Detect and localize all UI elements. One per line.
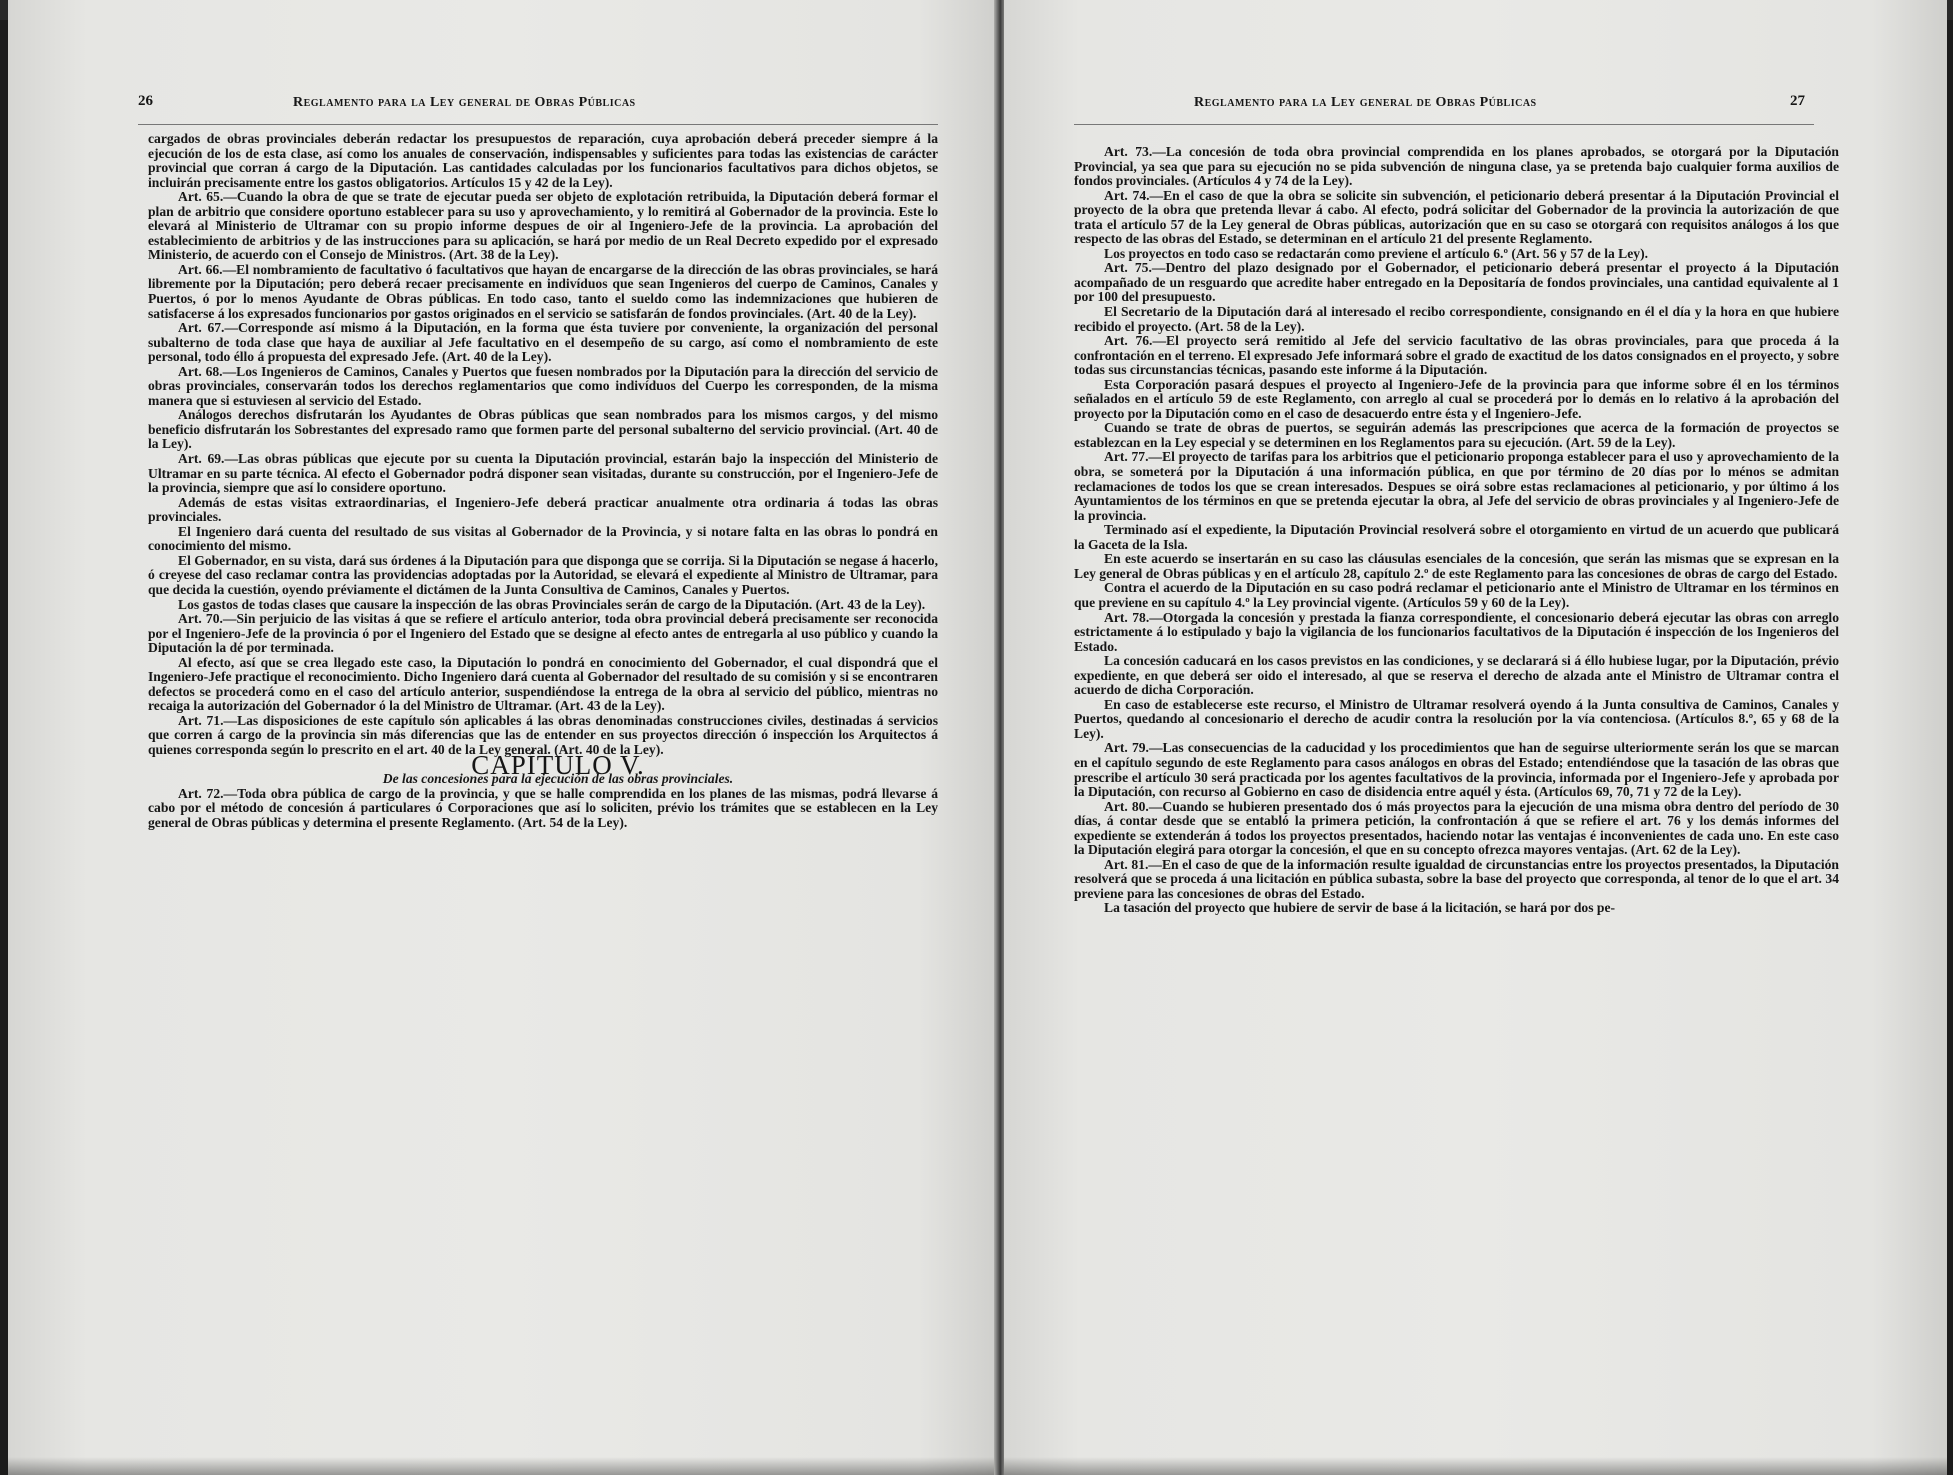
paragraph: Art. 77.—El proyecto de tarifas para los arbitrios que el peticionario proponga establecer para el uso y aprovechamiento de la obra, se someterá por la Diputación á una información pública, en que por término de 20 días por lo ménos se admitan reclamaciones de todos los que se crean interesados. Despues se oirá sobre estas reclamaciones al peticionario, y por último á los Ayuntamientos de los términos en que se pretenda ejecutar la obra, al Jefe del servicio de obras provinciales y al Ingeniero-Jefe de la provincia. — [1074, 449, 1839, 523]
paragraph: Art. 76.—El proyecto será remitido al Jefe del servicio facultativo de las obras provinciales, para que proceda á la confrontación en el terreno. El expresado Jefe informará sobre el grado de exactitud de los datos consignados en el proyecto, y sobre todas sus circunstancias técnicas, pasando este informe á la Diputación. — [1074, 333, 1839, 378]
page-bottom-shadow — [1004, 1457, 1947, 1475]
chapter-title: CAPÍTULO V. — [471, 749, 645, 780]
paragraph: Esta Corporación pasará despues el proyecto al Ingeniero-Jefe de la provincia para que informe sobre él en los términos señalados en el artículo 59 de este Reglamento, con arreglo al cual se procederá por lo demás en lo relativo á la aprobación del proyecto por la Diputación como en el caso de desacuerdo entre ésta y el Ingeniero-Jefe. — [1074, 376, 1839, 421]
paragraph: Art. 74.—En el caso de que la obra se solicite sin subvención, el peticionario deberá presentar á la Diputación Provincial el proyecto de la obra que pretenda llevar á cabo. Al efecto, podrá solicitar del Gobernador de la provincia la autorización de que trata el artículo 57 de la Ley general de Obras públicas, autorización que en su caso se otorgará con requisitos análogos á los que respecto de las obras del Estado, se determinan en el artículo 21 del presente Reglamento. — [1074, 187, 1839, 247]
paragraph: Los gastos de todas clases que causare la inspección de las obras Provinciales serán de cargo de la Diputación. (Art. 43 de la Ley). — [178, 596, 926, 612]
right-page-body — [1074, 145, 1839, 916]
paragraph: La concesión caducará en los casos previstos en las condiciones, y se declarará si á éllo hubiese lugar, por la Diputación, prévio expediente, en que deberá ser oido el interesado, al que se reserva el derecho de alzada ante el Ministro de Ultramar contra el acuerdo de dicha Corporación. — [1074, 653, 1839, 698]
paragraph: Art. 65.—Cuando la obra de que se trate de ejecutar pueda ser objeto de explotación retribuida, la Diputación deberá formar el plan de arbitrio que considere oportuno establecer para su uso y aprovechamiento, y lo remitirá al Gobernador de la provincia. Este lo elevará al Ministerio de Ultramar con su propio informe despues de oir al Ingeniero-Jefe de la provincia. La aprobación del establecimiento de arbitrios y de las instrucciones para su aplicación, se hará por medio de un Real Decreto expedido por el expresado Ministerio, de acuerdo con el Consejo de Ministros. (Art. 38 de la Ley). — [148, 189, 938, 263]
page-bottom-shadow — [8, 1457, 998, 1475]
paragraph: Art. 81.—En el caso de que de la información resulte igualdad de circunstancias entre los proyectos presentados, la Diputación resolverá que se proceda á una licitación en pública subasta, sobre la base del proyecto que corresponda, al tenor de lo que el art. 34 previene para las concesiones de obras del Estado. — [1074, 856, 1839, 901]
paragraph: Art. 69.—Las obras públicas que ejecute por su cuenta la Diputación provincial, estarán bajo la inspección del Ministerio de Ultramar en su parte técnica. Al efecto el Gobernador podrá disponer sean visitadas, durante su construcción, por el Ingeniero-Jefe de la provincia, siempre que así lo considere oportuno. — [148, 451, 938, 496]
paragraph: Art. 66.—El nombramiento de facultativo ó facultativos que hayan de encargarse de la dirección de las obras provinciales, se hará libremente por la Diputación; pero deberá recaer precisamente en indivíduos que sean Ingenieros del cuerpo de Caminos, Canales y Puertos, ó por lo menos Ayudante de Obras públicas. En todo caso, tanto el sueldo como las indemnizaciones que hubieren de satisfacerse á los expresados funcionarios por gastos originados en el servicio se satisfarán de fondos provinciales. (Art. 40 de la Ley). — [148, 261, 938, 321]
paragraph: Terminado así el expediente, la Diputación Provincial resolverá sobre el otorgamiento en virtud de un acuerdo que publicará la Gaceta de la Isla. — [1074, 522, 1839, 552]
paragraph: Art. 70.—Sin perjuicio de las visitas á que se refiere el artículo anterior, toda obra provincial deberá precisamente ser reconocida por el Ingeniero-Jefe de la provincia ó por el Ingeniero del Estado que se designe al efecto antes de entregarla al uso público y cuando la Diputación la dé por terminada. — [148, 611, 938, 656]
paragraph: Cuando se trate de obras de puertos, se seguirán además las prescripciones que acerca de la formación de proyectos se establezcan en la Ley especial y se determinen en los Reglamentos para su ejecución. (Art. 59 de la Ley). — [1074, 420, 1839, 450]
paragraph: La tasación del proyecto que hubiere de servir de base á la licitación, se hará por dos pe- — [1104, 900, 1616, 916]
paragraph: En caso de establecerse este recurso, el Ministro de Ultramar resolverá oyendo á la Junta consultiva de Caminos, Canales y Puertos, quedando al concesionario el derecho de acudir contra la resolución por la vía contenciosa. (Artículos 8.º, 65 y 68 de la Ley). — [1074, 696, 1839, 741]
paragraph: Art. 68.—Los Ingenieros de Caminos, Canales y Puertos que fuesen nombrados por la Diputación para la dirección del servicio de obras provinciales, conservarán todos los derechos reglamentarios que como indivíduos del Cuerpo les corresponden, de la misma manera que si estuviesen al servicio del Estado. — [148, 363, 938, 408]
running-head: Reglamento para la Ley general de Obras Públicas — [1194, 95, 1537, 110]
right-page — [1004, 0, 1947, 1475]
paragraph: El Secretario de la Diputación dará al interesado el recibo correspondiente, consignando en él el día y la hora en que hubiere recibido el proyecto. (Art. 58 de la Ley). — [1074, 304, 1839, 334]
running-head: Reglamento para la Ley general de Obras Públicas — [293, 95, 636, 110]
paragraph: Contra el acuerdo de la Diputación en su caso podrá reclamar el peticionario ante el Ministro de Ultramar en los términos en que previene en su capítulo 4.º la Ley provincial vigente. (Artículos 59 y 60 de la Ley). — [1074, 580, 1839, 610]
paragraph: Art. 72.—Toda obra pública de cargo de la provincia, y que se halle comprendida en los planes de las mismas, podrá llevarse á cabo por el método de concesión á particulares ó Corporaciones que así lo soliciten, prévio los trámites que se establecen en la Ley general de Obras públicas y determina el presente Reglamento. (Art. 54 de la Ley). — [148, 785, 938, 830]
paragraph: Art. 75.—Dentro del plazo designado por el Gobernador, el peticionario deberá presentar el proyecto á la Diputación acompañado de un resguardo que acredite haber entregado en la Depositaría de fondos provinciales, una cantidad equivalente al 1 por 100 del presupuesto. — [1074, 260, 1839, 305]
paragraph: Art. 71.—Las disposiciones de este capítulo són aplicables á las obras denominadas construcciones civiles, destinadas á servicios que corren á cargo de la provincia sin más diferencias que las de entender en sus proyectos dirección ó inspección los Arquitectos á quienes corresponda según lo prescrito en el art. 40 de la Ley general. (Art. 40 de la Ley). — [148, 712, 938, 757]
paragraph: En este acuerdo se insertarán en su caso las cláusulas esenciales de la concesión, que serán las mismas que se expresan en la Ley general de Obras públicas y en el artículo 28, capítulo 2.º de este Reglamento para las concesiones de obras de cargo del Estado. — [1074, 551, 1839, 581]
paragraph: Los proyectos en todo caso se redactarán como previene el artículo 6.º (Art. 56 y 57 de la Ley). — [1104, 245, 1648, 261]
page-number: 26 — [138, 93, 153, 109]
paragraph: cargados de obras provinciales deberán redactar los presupuestos de reparación, cuya aprobación deberá preceder siempre á la ejecución de los de esta clase, así como los anuales de conservación, indispensables y suficientes para todas las existencias de carácter provincial que corran á cargo de la Diputación. Las cantidades calculadas por los funcionarios facultativos para dichos objetos, se incluirán precisamente entre los gastos obligatorios. Artículos 15 y 42 de la Ley). — [148, 131, 938, 190]
paragraph: El Gobernador, en su vista, dará sus órdenes á la Diputación para que disponga que se corrija. Si la Diputación se negase á hacerlo, ó creyese del caso reclamar contra las providencias adoptadas por la Autoridad, se elevará el expediente al Ministro de Ultramar, para que decida la cuestión, oyendo préviamente el dictámen de la Junta Consultiva de Caminos, Canales y Puertos. — [148, 552, 938, 597]
paragraph: Art. 73.—La concesión de toda obra provincial comprendida en los planes aprobados, se otorgará por la Diputación Provincial, ya sea que para su ejecución no se pida subvención de ninguna clase, ya se pretenda bajo cualquier forma auxilios de fondos provinciales. (Artículos 4 y 74 de la Ley). — [1074, 144, 1839, 189]
paragraph: Art. 80.—Cuando se hubieren presentado dos ó más proyectos para la ejecución de una misma obra dentro del período de 30 días, á contar desde que se entabló la primera petición, la confrontación á que se refiere el art. 76 y los demás informes del expediente se extenderán á todos los proyectos presentados, haciendo notar las ventajas é inconvenientes de cada uno. En este caso la Diputación elegirá para otorgar la concesión, el que en su concepto ofrezca mayores ventajas. (Art. 62 de la Ley). — [1074, 798, 1839, 858]
paragraph: Además de estas visitas extraordinarias, el Ingeniero-Jefe deberá practicar anualmente otra ordinaria á todas las obras provinciales. — [148, 494, 938, 525]
paragraph: Art. 79.—Las consecuencias de la caducidad y los procedimientos que han de seguirse ulteriormente serán los que se marcan en el capítulo segundo de este Reglamento para casos análogos en obras del Estado; entendiéndose que la tasación de las obras que prescribe el artículo 30 será practicada por los agentes facultativos de la provincia, informada por el Ingeniero-Jefe y aprobada por la Diputación, con recurso al Gobierno en caso de disidencia entre aquél y ésta. (Artículos 69, 70, 71 y 72 de la Ley). — [1074, 740, 1839, 800]
header-rule — [1074, 124, 1814, 125]
chapter-subtitle: De las concesiones para la ejecución de las obras provinciales. — [382, 771, 734, 787]
header-rule — [138, 124, 938, 125]
paragraph: Art. 67.—Corresponde así mismo á la Diputación, en la forma que ésta tuviere por conveniente, la organización del personal subalterno de toda clase que haya de auxiliar al Jefe facultativo en el desempeño de su cargo, así como el nombramiento de este personal, todo éllo á propuesta del expresado Jefe. (Art. 40 de la Ley). — [148, 320, 938, 365]
paragraph: El Ingeniero dará cuenta del resultado de sus visitas al Gobernador de la Provincia, y si notare falta en las obras lo pondrá en conocimiento del mismo. — [148, 523, 938, 554]
paragraph: Art. 78.—Otorgada la concesión y prestada la fianza correspondiente, el concesionario deberá ejecutar las obras con arreglo estrictamente á lo estipulado y bajo la vigilancia de los funcionarios facultativos de la Diputación é inspección de los Ingenieros del Estado. — [1074, 609, 1839, 654]
page-number: 27 — [1790, 93, 1805, 109]
left-page — [8, 0, 998, 1475]
paragraph: Análogos derechos disfrutarán los Ayudantes de Obras públicas que sean nombrados para los mismos cargos, y del mismo beneficio disfrutarán los Sobrestantes del expresado ramo que formen parte del personal subalterno del servicio provincial. (Art. 40 de la Ley). — [148, 407, 938, 452]
paragraph: Al efecto, así que se crea llegado este caso, la Diputación lo pondrá en conocimiento del Gobernador, el cual dispondrá que el Ingeniero-Jefe practique el reconocimiento. Dicho Ingeniero dará cuenta al Gobernador del resultado de su comisión y si se encontraren defectos se procederá como en el caso del artículo anterior, suspendiéndose la entrega de la obra al servicio del público, mientras no recaiga la autorización del Gobernador ó la del Ministro de Ultramar. (Art. 43 de la Ley). — [148, 654, 938, 714]
left-page-body — [148, 132, 938, 830]
